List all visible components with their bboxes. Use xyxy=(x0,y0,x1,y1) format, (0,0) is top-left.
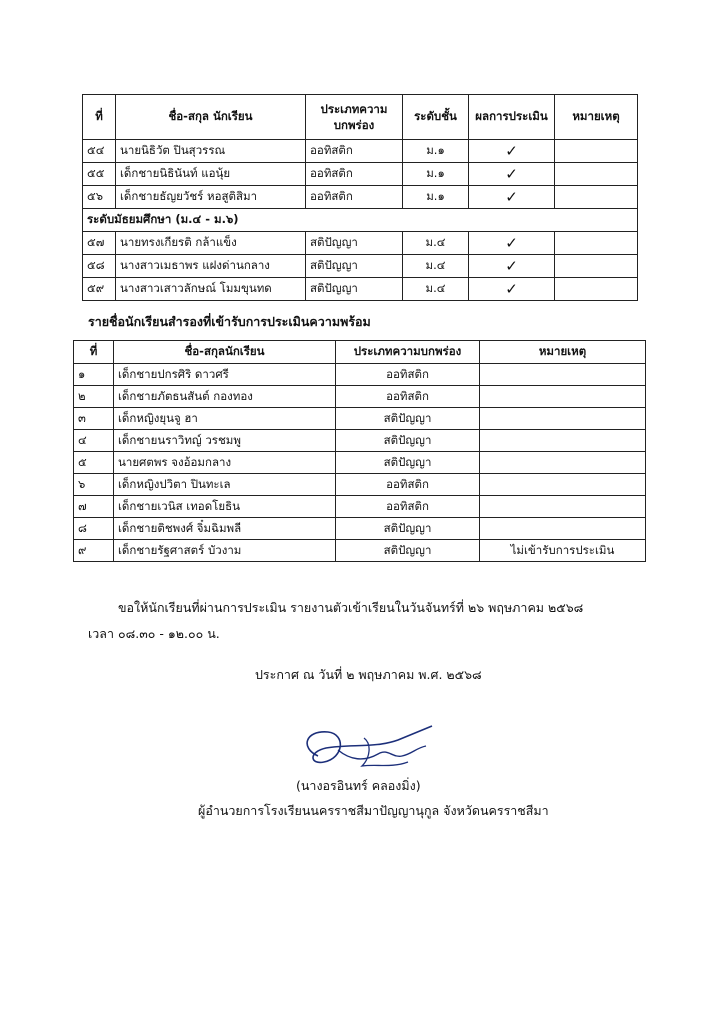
cell-name: เด็กชายนราวิทญ์ วรชมพู xyxy=(114,430,336,452)
table-row xyxy=(74,430,646,452)
col-header-level: ระดับชั้น xyxy=(403,95,469,140)
cell-no: ๕๗ xyxy=(83,232,116,255)
cell-no: ๗ xyxy=(74,496,114,518)
cell-note xyxy=(480,452,646,474)
cell-level: ม.๑ xyxy=(403,186,469,209)
cell-name: นางสาวเสาวลักษณ์ โมมขุนทด xyxy=(116,278,306,301)
col-header-type: ประเภทความบกพร่อง xyxy=(306,95,403,140)
cell-note xyxy=(480,408,646,430)
signer-name: (นางอรอินทร์ คลองมิ่ง) xyxy=(296,778,421,793)
cell-name: เด็กชายภัตธนสันต์ กองทอง xyxy=(114,386,336,408)
cell-result-check: ✓ xyxy=(469,140,555,163)
cell-note xyxy=(555,140,638,163)
table-row xyxy=(74,364,646,386)
table-row xyxy=(83,140,638,163)
signer-position: ผู้อำนวยการโรงเรียนนครราชสีมาปัญญานุกูล จังหวัดนครราชสีมา xyxy=(198,803,549,818)
cell-no: ๕๖ xyxy=(83,186,116,209)
reserve-table xyxy=(73,340,646,562)
cell-name: เด็กหญิงยุนจู ฮา xyxy=(114,408,336,430)
cell-name: เด็กชายเวนิส เทอดโยธิน xyxy=(114,496,336,518)
col-header-name: ชื่อ-สกุล นักเรียน xyxy=(116,95,306,140)
cell-note xyxy=(555,278,638,301)
cell-name: นายศตพร จงอ้อมกลาง xyxy=(114,452,336,474)
cell-type: สติปัญญา xyxy=(336,430,480,452)
cell-note xyxy=(480,364,646,386)
table-row xyxy=(74,496,646,518)
cell-type: สติปัญญา xyxy=(306,232,403,255)
cell-level: ม.๔ xyxy=(403,232,469,255)
cell-type: สติปัญญา xyxy=(336,408,480,430)
cell-level: ม.๑ xyxy=(403,163,469,186)
cell-type: สติปัญญา xyxy=(336,452,480,474)
cell-type: ออทิสติก xyxy=(336,364,480,386)
cell-name: นายทรงเกียรติ กล้าแข็ง xyxy=(116,232,306,255)
cell-no: ๒ xyxy=(74,386,114,408)
section-row xyxy=(83,209,638,232)
col-header-no: ที่ xyxy=(83,95,116,140)
assessment-table xyxy=(82,94,638,301)
cell-type: สติปัญญา xyxy=(336,540,480,562)
cell-note xyxy=(480,430,646,452)
section-label: ระดับมัธยมศึกษา (ม.๔ - ม.๖) xyxy=(83,209,638,232)
table-row xyxy=(74,540,646,562)
cell-no: ๙ xyxy=(74,540,114,562)
cell-type: ออทิสติก xyxy=(336,386,480,408)
cell-type: ออทิสติก xyxy=(336,474,480,496)
cell-no: ๘ xyxy=(74,518,114,540)
cell-name: เด็กชายธัญยวัชร์ หอสูติสิมา xyxy=(116,186,306,209)
cell-note xyxy=(480,386,646,408)
table-row xyxy=(74,518,646,540)
cell-no: ๖ xyxy=(74,474,114,496)
table-header-row xyxy=(83,95,638,140)
cell-result-check: ✓ xyxy=(469,163,555,186)
signature-image xyxy=(280,718,440,780)
cell-level: ม.๔ xyxy=(403,278,469,301)
cell-no: ๑ xyxy=(74,364,114,386)
cell-type: ออทิสติก xyxy=(336,496,480,518)
announcement-date: ประกาศ ณ วันที่ ๒ พฤษภาคม พ.ศ. ๒๕๖๘ xyxy=(255,667,482,682)
cell-type: ออทิสติก xyxy=(306,140,403,163)
cell-no: ๕ xyxy=(74,452,114,474)
cell-type: สติปัญญา xyxy=(306,278,403,301)
table-row xyxy=(83,278,638,301)
cell-note xyxy=(555,255,638,278)
cell-no: ๔ xyxy=(74,430,114,452)
cell-note: ไม่เข้ารับการประเมิน xyxy=(480,540,646,562)
cell-name: เด็กชายปกรศิริ ดาวศรี xyxy=(114,364,336,386)
cell-no: ๕๘ xyxy=(83,255,116,278)
cell-note xyxy=(480,474,646,496)
table-header-row xyxy=(74,341,646,364)
cell-no: ๕๔ xyxy=(83,140,116,163)
col-header-result: ผลการประเมิน xyxy=(469,95,555,140)
table-row xyxy=(74,474,646,496)
cell-name: เด็กชายนิธินันท์ แอนุ้ย xyxy=(116,163,306,186)
cell-result-check: ✓ xyxy=(469,278,555,301)
table-row xyxy=(83,232,638,255)
reserve-list-heading: รายชื่อนักเรียนสำรองที่เข้ารับการประเมินความพร้อม xyxy=(88,314,371,329)
table-row xyxy=(74,386,646,408)
cell-result-check: ✓ xyxy=(469,232,555,255)
notice-line-2: เวลา ๐๘.๓๐ - ๑๒.๐๐ น. xyxy=(88,626,220,641)
cell-note xyxy=(555,163,638,186)
cell-type: สติปัญญา xyxy=(336,518,480,540)
cell-type: สติปัญญา xyxy=(306,255,403,278)
cell-name: เด็กชายติชพงศ์ จิ๋มฉิมพลี xyxy=(114,518,336,540)
notice-line-1: ขอให้นักเรียนที่ผ่านการประเมิน รายงานตัวเข้าเรียนในวันจันทร์ที่ ๒๖ พฤษภาคม ๒๕๖๘ xyxy=(118,600,584,615)
cell-level: ม.๑ xyxy=(403,140,469,163)
cell-result-check: ✓ xyxy=(469,186,555,209)
cell-note xyxy=(480,518,646,540)
table-row xyxy=(83,186,638,209)
cell-name: เด็กหญิงปวิตา ปินทะเล xyxy=(114,474,336,496)
cell-note xyxy=(480,496,646,518)
cell-note xyxy=(555,186,638,209)
table-row xyxy=(83,255,638,278)
col-header-no: ที่ xyxy=(74,341,114,364)
table-row xyxy=(74,452,646,474)
col-header-note: หมายเหตุ xyxy=(555,95,638,140)
cell-name: นางสาวเมธาพร แฝงด่านกลาง xyxy=(116,255,306,278)
cell-level: ม.๔ xyxy=(403,255,469,278)
col-header-type: ประเภทความบกพร่อง xyxy=(336,341,480,364)
col-header-note: หมายเหตุ xyxy=(480,341,646,364)
cell-result-check: ✓ xyxy=(469,255,555,278)
cell-name: เด็กชายรัฐศาสตร์ บัวงาม xyxy=(114,540,336,562)
cell-name: นายนิธิวัต ปินสุวรรณ xyxy=(116,140,306,163)
cell-note xyxy=(555,232,638,255)
cell-type: ออทิสติก xyxy=(306,163,403,186)
table-row xyxy=(83,163,638,186)
cell-no: ๕๙ xyxy=(83,278,116,301)
cell-no: ๓ xyxy=(74,408,114,430)
table-row xyxy=(74,408,646,430)
cell-no: ๕๕ xyxy=(83,163,116,186)
cell-type: ออทิสติก xyxy=(306,186,403,209)
col-header-name: ชื่อ-สกุลนักเรียน xyxy=(114,341,336,364)
